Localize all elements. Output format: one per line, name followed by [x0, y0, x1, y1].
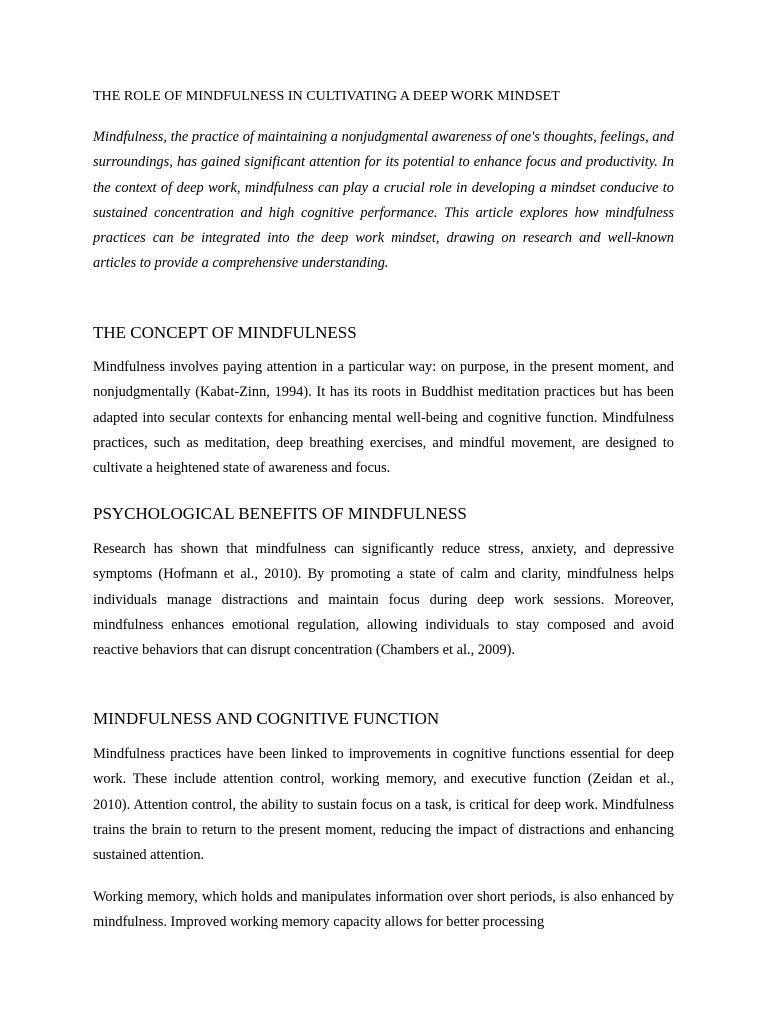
section-paragraph-cognitive: Mindfulness practices have been linked to improvements in cognitive functions essential for deep work. These include attention control, working memory, and executive function (Zeidan et al., 2010). Attention control, the ability to sustain focus on a task, is critical for deep work. Mindfulness trains the brain to return to the present moment, reducing the impact of distractions and enhancing sustained attention. [93, 746, 674, 864]
section-paragraph-benefits: Research has shown that mindfulness can significantly reduce stress, anxiety, and depressive symptoms (Hofmann et al., 2010). By promoting a state of calm and clarity, mindfulness helps individuals manage distractions and maintain focus during deep work sessions. Moreover, mindfulness enhances emotional regulation, allowing individuals to stay composed and avoid reactive behaviors that can disrupt concentration (Chambers et al., 2009). [93, 541, 674, 659]
section-heading-cognitive: MINDFULNESS AND COGNITIVE FUNCTION [93, 709, 440, 728]
section-paragraph-concept: Mindfulness involves paying attention in a particular way: on purpose, in the present moment, and nonjudgmentally (Kabat-Zinn, 1994). It has its roots in Buddhist meditation practices but has been adapted into secular contexts for enhancing mental well-being and cognitive function. Mindfulness practices, such as meditation, deep breathing exercises, and mindful movement, are designed to cultivate a heightened state of awareness and focus. [93, 359, 674, 477]
section-heading-concept: THE CONCEPT OF MINDFULNESS [93, 323, 357, 342]
document-title: THE ROLE OF MINDFULNESS IN CULTIVATING A DEEP WORK MINDSET [93, 89, 560, 104]
intro-paragraph: Mindfulness, the practice of maintaining a nonjudgmental awareness of one's thoughts, feelings, and surroundings, has gained significant attention for its potential to enhance focus and productivity. In the context of deep work, mindfulness can play a crucial role in developing a mindset conducive to sustained concentration and high cognitive performance. This article explores how mindfulness practices can be integrated into the deep work mindset, drawing on research and well-known articles to provide a comprehensive understanding. [93, 129, 674, 272]
section-heading-benefits: PSYCHOLOGICAL BENEFITS OF MINDFULNESS [93, 504, 467, 523]
section-paragraph-working-memory: Working memory, which holds and manipulates information over short periods, is also enhanced by mindfulness. Improved working memory capacity allows for better processing [93, 889, 674, 931]
